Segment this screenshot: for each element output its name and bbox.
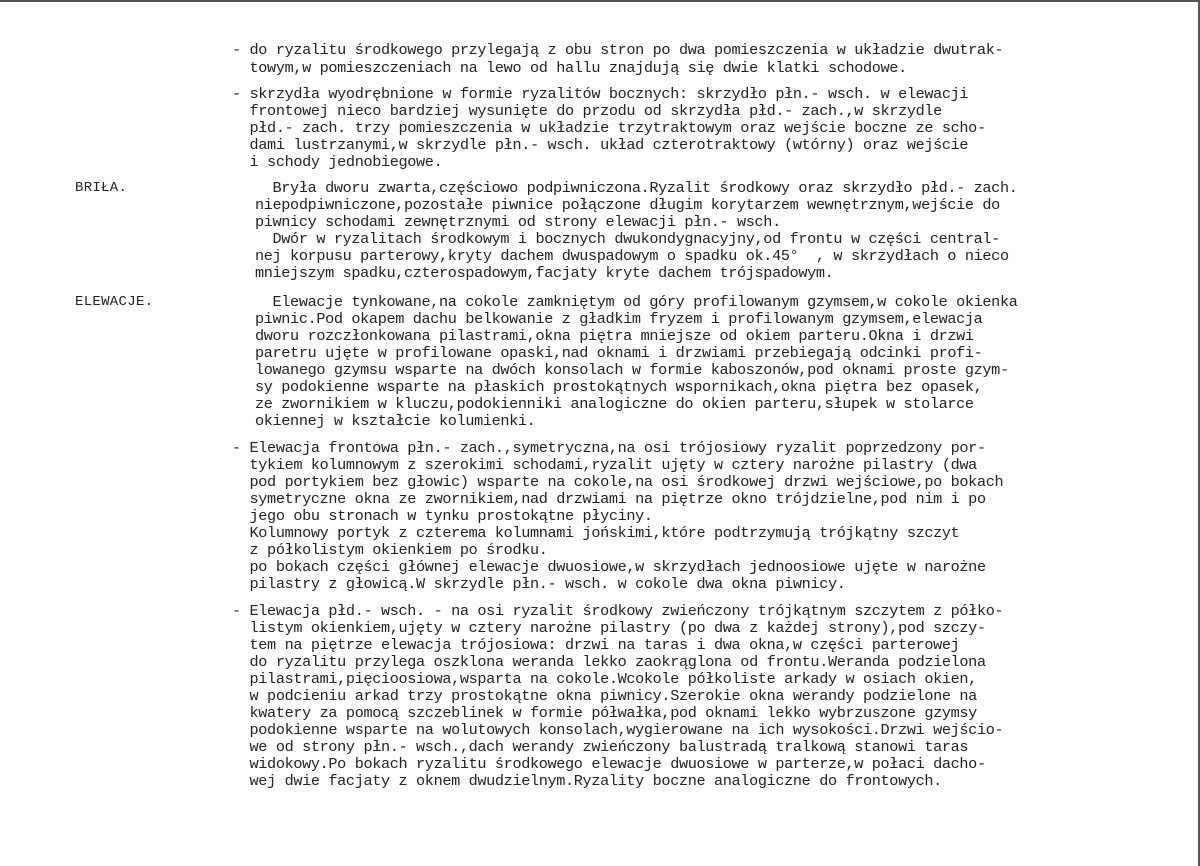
text-line: widokowy.Po bokach ryzalitu środkowego elewacje dwuosiowe w parterze,w połaci dacho- [232,755,986,773]
text-line: Dwór w ryzalitach środkowym i bocznych dwukondygnacyjny,od frontu w części central- [255,230,1000,248]
text-line: pilastry z głowicą.W skrzydle płn.- wsch. w cokole dwa okna piwnicy. [232,575,846,593]
text-line: paretru ujęte w profilowane opaski,nad oknami i drzwiami przebiegają odcinki profi- [255,344,983,362]
text-line: tykiem kolumnowym z szerokimi schodami,ryzalit ujęty w cztery narożne pilastry (dwa [232,456,977,474]
text-line: - do ryzalitu środkowego przylegają z obu stron po dwa pomieszczenia w układzie dwutrak- [232,41,1004,59]
text-line: dami lustrzanymi,w skrzydle płn.- wsch. układ czterotraktowy (wtórny) oraz wejście [232,136,969,154]
text-line: Kolumnowy portyk z czterema kolumnami jońskimi,które podtrzymują trójkątny szczyt [232,524,960,542]
text-line: - Elewacja frontowa płn.- zach.,symetryczna,na osi trójosiowy ryzalit poprzedzony por- [232,439,986,457]
text-line: jego obu stronach w tynku prostokątne płyciny. [232,507,653,525]
text-line: symetryczne okna ze zwornikiem,nad drzwiami na piętrze okno trójdzielne,pod nim i po [232,490,986,508]
text-line: listym okienkiem,ujęty w cztery narożne pilastry (po dwa z każdej strony),pod szczy- [232,619,986,637]
text-line: wej dwie facjaty z oknem dwudzielnym.Ryzality boczne analogiczne do frontowych. [232,772,942,790]
text-line: piwnicy schodami zewnętrznymi od strony elewacji płn.- wsch. [255,213,781,231]
text-line: i schody jednobiegowe. [232,153,443,171]
text-line: po bokach części głównej elewacje dwuosiowe,w skrzydłach jednoosiowe ujęte w narożne [232,558,986,576]
text-line: płd.- zach. trzy pomieszczenia w układzie trzytraktowym oraz wejście boczne ze scho- [232,119,986,137]
text-line: okiennej w kształcie kolumienki. [255,412,536,430]
text-line: ze zwornikiem w kluczu,podokienniki analogiczne do okien parteru,słupek w stolarce [255,395,974,413]
section-label-elewacje: ELEWACJE. [75,294,154,310]
text-line: niepodpiwniczone,pozostałe piwnice połączone długim korytarzem wewnętrznym,wejście do [255,196,1000,214]
text-line: podokienne wsparte na wolutowych konsolach,wygierowane na ich wysokości.Drzwi wejścio- [232,721,1004,739]
text-line: w podcieniu arkad trzy prostokątne okna piwnicy.Szerokie okna werandy podzielone na [232,687,977,705]
section-label-bryla: BRIŁA. [75,180,128,196]
text-line: dworu rozczłonkowana pilastrami,okna piętra mniejsze od okiem parteru.Okna i drzwi [255,327,974,345]
text-line: tem na piętrze elewacja trójosiowa: drzwi na taras i dwa okna,w części parterowej [232,636,960,654]
text-line: mniejszym spadku,czterospadowym,facjaty kryte dachem trójspadowym. [255,264,834,282]
text-line: frontowej nieco bardziej wysunięte do przodu od skrzydła płd.- zach.,w skrzydle [232,102,942,120]
text-line: lowanego gzymsu wsparte na dwóch konsolach w formie kaboszonów,pod oknami proste gzym- [255,361,1009,379]
text-line: - skrzydła wyodrębnione w formie ryzalitów bocznych: skrzydło płn.- wsch. w elewacji [232,85,969,103]
text-line: kwatery za pomocą szczeblinek w formie półwałka,pod oknami lekko wybrzuszone gzymsy [232,704,977,722]
text-line: sy podokienne wsparte na płaskich prostokątnych wspornikach,okna piętra bez opasek, [255,378,983,396]
text-line: Elewacje tynkowane,na cokole zamkniętym od góry profilowanym gzymsem,w cokole okienka [255,293,1018,311]
text-line: piwnic.Pod okapem dachu belkowanie z gładkim fryzem i profilowanym gzymsem,elewacja [255,310,983,328]
text-line: we od strony płn.- wsch.,dach werandy zwieńczony balustradą tralkową stanowi taras [232,738,969,756]
text-line: pilastrami,pięcioosiowa,wsparta na cokole.Wcokole półkoliste arkady w osiach okien, [232,670,977,688]
text-line: pod portykiem bez głowic) wsparte na cokole,na osi środkowej drzwi wejściowe,po bokach [232,473,1004,491]
text-line: nej korpusu parterowy,kryty dachem dwuspadowym o spadku ok.45° , w skrzydłach o nieco [255,247,1009,265]
text-line: do ryzalitu przylega oszklona weranda lekko zaokrąglona od frontu.Weranda podzielona [232,653,986,671]
text-line: Bryła dworu zwarta,częściowo podpiwniczona.Ryzalit środkowy oraz skrzydło płd.- zach. [255,179,1018,197]
text-line: towym,w pomieszczeniach na lewo od hallu znajdują się dwie klatki schodowe. [232,59,907,77]
text-line: z półkolistym okienkiem po środku. [232,541,548,559]
text-line: - Elewacja płd.- wsch. - na osi ryzalit środkowy zwieńczony trójkątnym szczytem z półko- [232,602,1004,620]
